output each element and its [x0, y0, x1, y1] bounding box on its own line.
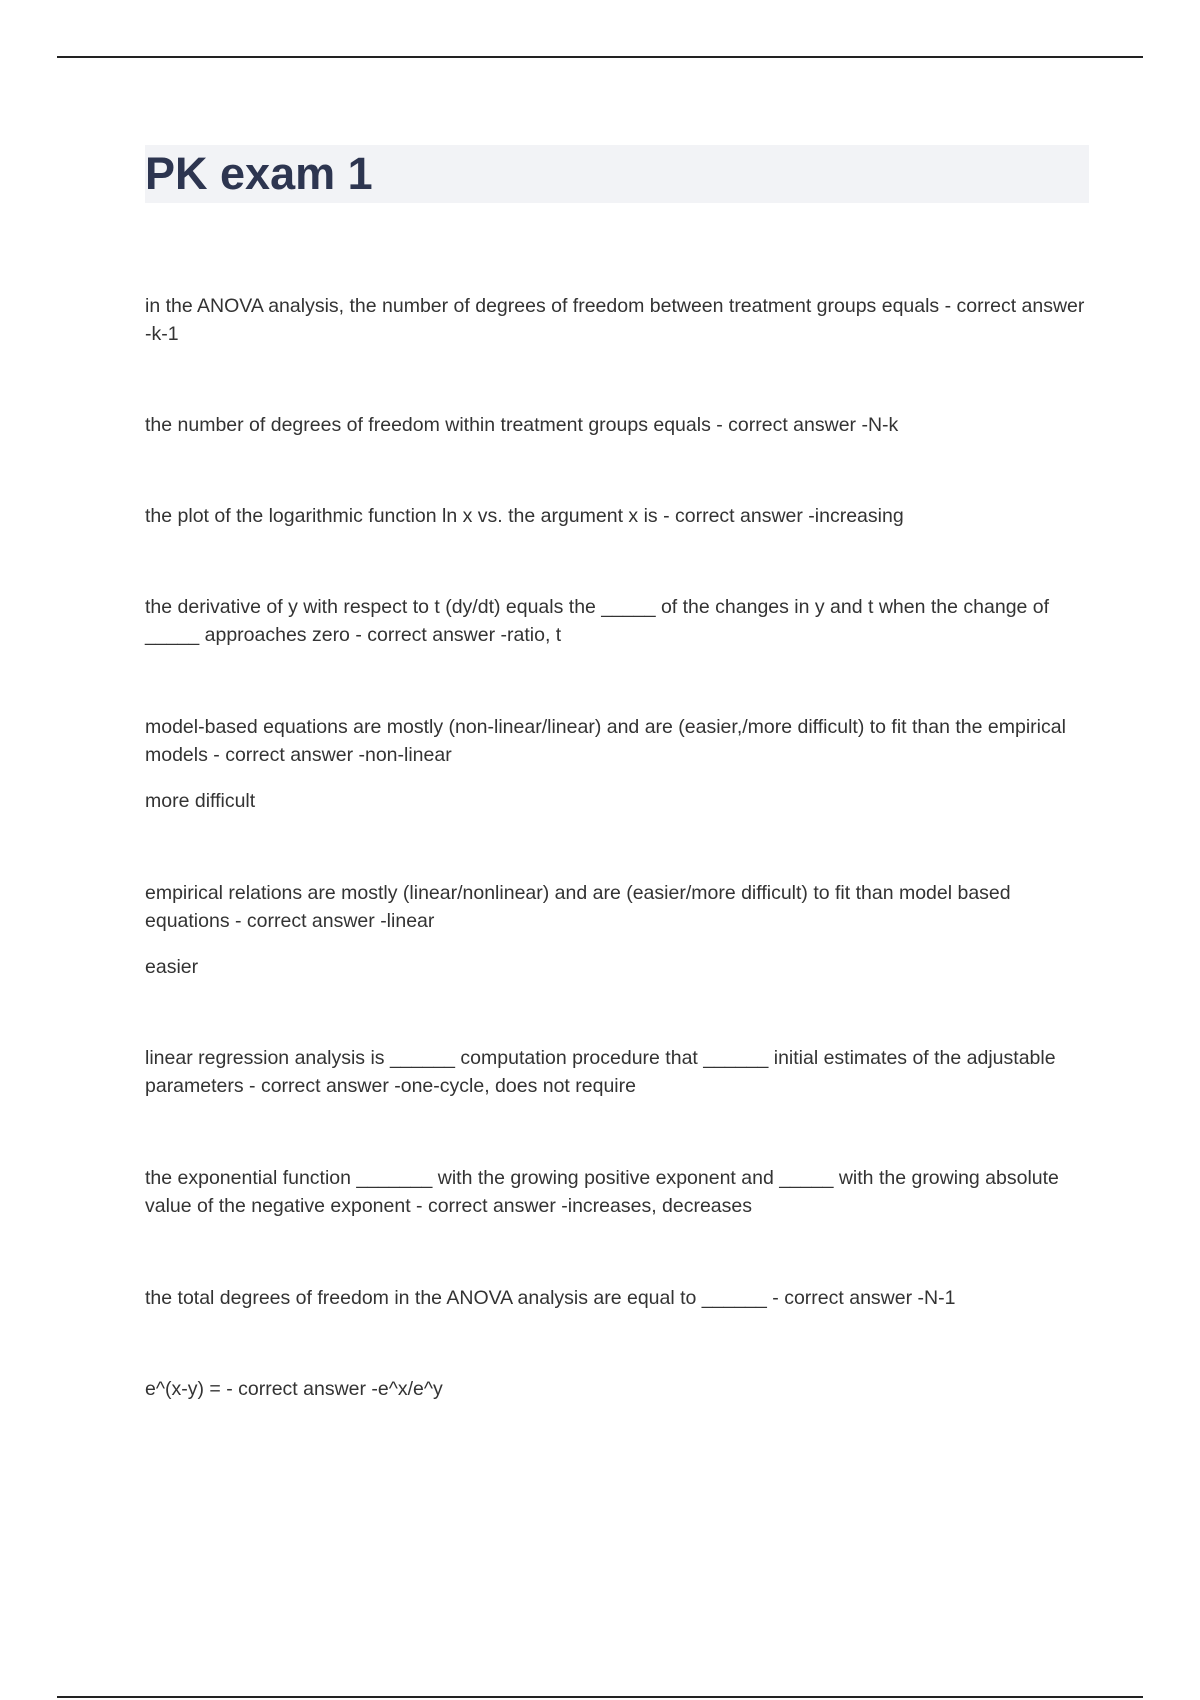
qa-item-7 [145, 1044, 1090, 1100]
qa-item-8 [145, 1164, 1090, 1220]
qa-text: the number of degrees of freedom within treatment groups equals - correct answer -N-k [145, 414, 899, 436]
header-rule [57, 56, 1143, 58]
qa-text: the derivative of y with respect to t (dy/dt) equals the _____ of the changes in y and t when the change of _____ approaches zero - correct answer -ratio, t [145, 596, 1050, 646]
qa-item-2 [145, 411, 1090, 439]
qa-text: model-based equations are mostly (non-linear/linear) and are (easier,/more difficult) to fit than the empirical models - correct answer -non-linear [145, 716, 1066, 766]
footer-rule [57, 1696, 1143, 1698]
qa-text: e^(x-y) = - correct answer -e^x/e^y [145, 1378, 443, 1400]
qa-item-4 [145, 593, 1090, 649]
qa-text: empirical relations are mostly (linear/nonlinear) and are (easier/more difficult) to fit than model based equations - correct answer -linear [145, 882, 1011, 932]
qa-text: the total degrees of freedom in the ANOVA analysis are equal to ______ - correct answer -N-1 [145, 1287, 956, 1309]
qa-text: the exponential function _______ with the growing positive exponent and _____ with the growing absolute value of the negative exponent - correct answer -increases, decreases [145, 1167, 1059, 1217]
document-title: PK exam 1 [145, 148, 373, 199]
qa-text: linear regression analysis is ______ computation procedure that ______ initial estimates of the adjustable parameters - correct answer -one-cycle, does not require [145, 1047, 1056, 1097]
qa-item-6 [145, 879, 1090, 981]
qa-text-continued: easier [145, 956, 199, 978]
qa-text: the plot of the logarithmic function ln x vs. the argument x is - correct answer -increasing [145, 505, 904, 527]
qa-item-9 [145, 1284, 1090, 1312]
qa-item-3 [145, 502, 1090, 530]
qa-item-1 [145, 292, 1090, 348]
qa-item-5 [145, 713, 1090, 815]
qa-item-10 [145, 1375, 1090, 1403]
qa-text-continued: more difficult [145, 790, 256, 812]
qa-text: in the ANOVA analysis, the number of degrees of freedom between treatment groups equals - correct answer -k-1 [145, 295, 1085, 345]
